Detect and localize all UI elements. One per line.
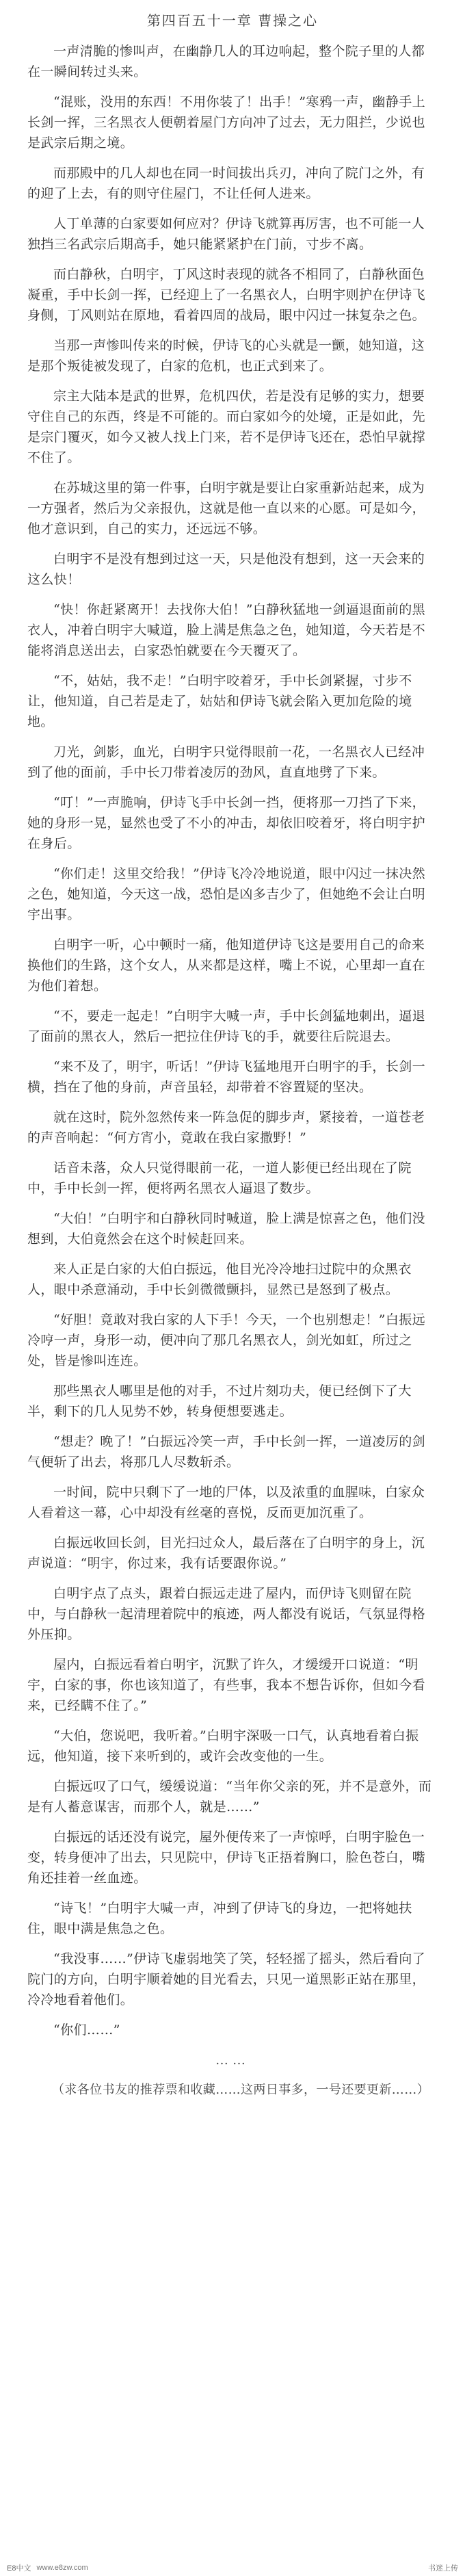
footer-site-url: www.e8zw.com <box>36 2564 88 2572</box>
paragraph: “大伯，您说吧，我听着。”白明宇深吸一口气，认真地看着白振远，他知道，接下来听到的，或许会改变他的一生。 <box>27 1728 419 1764</box>
paragraph: “叮！”一声脆响，伊诗飞手中长剑一挡，便将那一刀挡了下来，她的身形一晃，显然也受了不小的冲击，却依旧咬着牙，将白明宇护在身后。 <box>27 795 426 851</box>
footer-upload-label: 书迷上传 <box>428 2564 458 2573</box>
paragraph: 来人正是白家的大伯白振远，他目光冷冷地扫过院中的众黑衣人，眼中杀意涌动，手中长剑微微颤抖，显然已是怒到了极点。 <box>27 1262 412 1297</box>
paragraph: “好胆！竟敢对我白家的人下手！今天，一个也别想走！”白振远冷哼一声，身形一动，便冲向了那几名黑衣人，剑光如虹，所过之处，皆是惨叫连连。 <box>27 1312 426 1368</box>
paragraph: 一时间，院中只剩下了一地的尸体，以及浓重的血腥味，白家众人看着这一幕，心中却没有丝毫的喜悦，反而更加沉重了。 <box>27 1485 425 1520</box>
paragraph: 白振远的话还没有说完，屋外便传来了一声惊呼，白明宇脸色一变，转身便冲了出去，只见院中，伊诗飞正捂着胸口，脸色苍白，嘴角还挂着一丝血迹。 <box>27 1830 426 1886</box>
paragraph: “你们走！这里交给我！”伊诗飞冷冷地说道，眼中闪过一抹决然之色，她知道，今天这一战，恐怕是凶多吉少了，但她绝不会让白明宇出事。 <box>27 866 426 922</box>
paragraph: 而白静秋，白明宇，丁风这时表现的就各不相同了，白静秋面色凝重，手中长剑一挥，已经迎上了一名黑衣人，白明宇则护在伊诗飞身侧，丁风则站在原地，看着四周的战局，眼中闪过一抹复杂之色。 <box>27 267 426 323</box>
paragraph: 就在这时，院外忽然传来一阵急促的脚步声，紧接着，一道苍老的声音响起：“何方宵小，竟敢在我白家撒野！” <box>27 1110 425 1145</box>
paragraph: “来不及了，明宇，听话！”伊诗飞猛地甩开白明宇的手，长剑一横，挡在了他的身前，声音虽轻，却带着不容置疑的坚决。 <box>27 1059 426 1095</box>
paragraph: 白明宇点了点头，跟着白振远走进了屋内，而伊诗飞则留在院中，与白静秋一起清理着院中的痕迹，两人都没有说话，气氛显得格外压抑。 <box>27 1586 426 1642</box>
paragraph: 那些黑衣人哪里是他的对手，不过片刻功夫，便已经倒下了大半，剩下的几人见势不妙，转身便想要逃走。 <box>27 1383 412 1419</box>
paragraph: 当那一声惨叫传来的时候，伊诗飞的心头就是一颤，她知道，这是那个叛徒被发现了，白家的危机，也正式到来了。 <box>27 338 425 374</box>
paragraph: 话音未落，众人只觉得眼前一花，一道人影便已经出现在了院中，手中长剑一挥，便将两名黑衣人逼退了数步。 <box>27 1160 412 1196</box>
paragraph: 人丁单薄的白家要如何应对？伊诗飞就算再厉害，也不可能一人独挡三名武宗后期高手，她只能紧紧护在门前，寸步不离。 <box>27 216 425 252</box>
paragraph: “不，要走一起走！”白明宇大喊一声，手中长剑猛地刺出，逼退了面前的黑衣人，然后一把拉住伊诗飞的手，就要往后院退去。 <box>27 1009 426 1044</box>
page-footer <box>0 2560 465 2576</box>
paragraph: 白振远叹了口气，缓缓说道：“当年你父亲的死，并不是意外，而是有人蓄意谋害，而那个人，就是……” <box>27 1779 432 1814</box>
paragraph: “混账，没用的东西！不用你装了！出手！”寒鸦一声，幽静手上长剑一挥，三名黑衣人便朝着屋门方向冲了过去，无力阻拦，少说也是武宗后期之境。 <box>27 94 426 151</box>
ellipsis: …… <box>215 2053 250 2068</box>
footer-left <box>7 2562 88 2573</box>
paragraph: “我没事……”伊诗飞虚弱地笑了笑，轻轻摇了摇头，然后看向了院门的方向，白明宇顺着她的目光看去，只见一道黑影正站在那里，冷冷地看着他们。 <box>27 1951 426 2007</box>
paragraph: 一声清脆的惨叫声，在幽静几人的耳边响起，整个院子里的人都在一瞬间转过头来。 <box>27 44 425 79</box>
paragraph: 屋内，白振远看着白明宇，沉默了许久，才缓缓开口说道：“明宇，白家的事，你也该知道了，有些事，我本不想告诉你，但如今看来，已经瞒不住了。” <box>27 1657 426 1713</box>
paragraph: 白振远收回长剑，目光扫过众人，最后落在了白明宇的身上，沉声说道：“明宇，你过来，我有话要跟你说。” <box>27 1535 425 1571</box>
paragraph: 宗主大陆本是武的世界，危机四伏，若是没有足够的实力，想要守住自己的东西，终是不可能的。而白家如今的处境，正是如此，先是宗门覆灭，如今又被人找上门来，若不是伊诗飞还在，恐怕早就撑不住了。 <box>27 389 426 465</box>
paragraph: “不，姑姑，我不走！”白明宇咬着牙，手中长剑紧握，寸步不让，他知道，自己若是走了，姑姑和伊诗飞就会陷入更加危险的境地。 <box>27 673 412 729</box>
paragraph: 白明宇一听，心中顿时一痛，他知道伊诗飞这是要用自己的命来换他们的生路，这个女人，从来都是这样，嘴上不说，心里却一直在为他们着想。 <box>27 937 426 993</box>
paragraph: 刀光，剑影，血光，白明宇只觉得眼前一花，一名黑衣人已经冲到了他的面前，手中长刀带着凌厉的劲风，直直地劈了下来。 <box>27 744 425 780</box>
paragraph: 在苏城这里的第一件事，白明宇就是要让白家重新站起来，成为一方强者，然后为父亲报仇，这就是他一直以来的心愿。可是如今，他才意识到，自己的实力，还远远不够。 <box>27 480 426 536</box>
paragraph: “诗飞！”白明宇大喊一声，冲到了伊诗飞的身边，一把将她扶住，眼中满是焦急之色。 <box>27 1901 412 1936</box>
paragraph: “想走？晚了！”白振远冷笑一声，手中长剑一挥，一道凌厉的剑气便斩了出去，将那几人尽数斩杀。 <box>27 1434 426 1470</box>
paragraph: 而那殿中的几人却也在同一时间拔出兵刃，冲向了院门之外，有的迎了上去，有的则守住屋门，不让任何人进来。 <box>27 166 425 201</box>
paragraph: “快！你赶紧离开！去找你大伯！”白静秋猛地一剑逼退面前的黑衣人，冲着白明宇大喊道，脸上满是焦急之色，她知道，今天若是不能将消息送出去，白家恐怕就要在今天覆灭了。 <box>27 602 426 658</box>
paragraph: “大伯！”白明宇和白静秋同时喊道，脸上满是惊喜之色，他们没想到，大伯竟然会在这个时候赶回来。 <box>27 1211 426 1247</box>
author-note: （求各位书友的推荐票和收藏……这两日事多，一号还要更新……） <box>52 2083 429 2097</box>
chapter-content <box>27 41 438 2100</box>
paragraph: 白明宇不是没有想到过这一天，只是他没有想到，这一天会来的这么快！ <box>27 551 425 587</box>
paragraph: “你们……” <box>53 2022 120 2038</box>
footer-site-name: E8中文 <box>7 2564 31 2573</box>
chapter-title: 第四百五十一章 曹操之心 <box>146 12 319 29</box>
